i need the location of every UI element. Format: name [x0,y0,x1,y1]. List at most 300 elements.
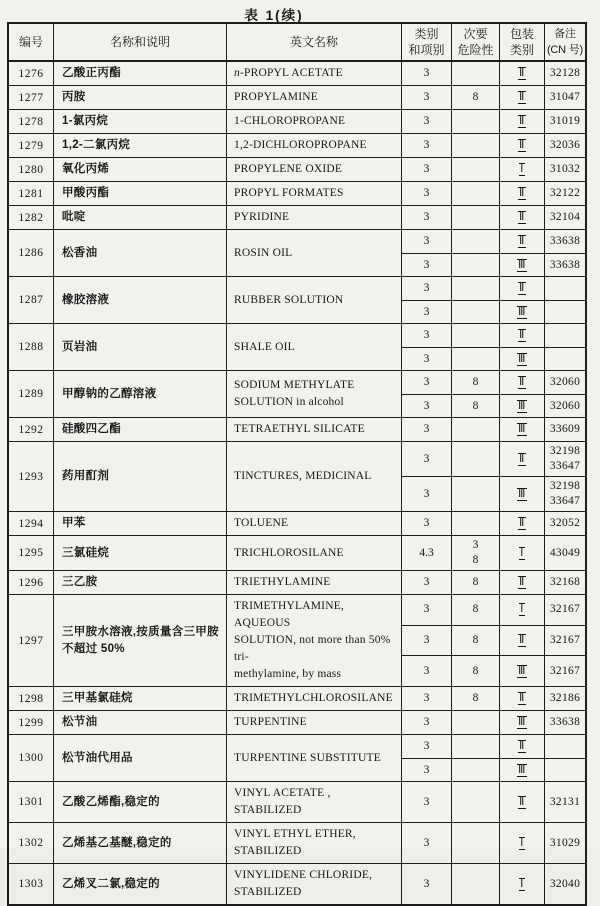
subrow [402,864,585,904]
table-row-1286 [9,229,585,276]
cell-packing-group [500,206,545,229]
cell-name-cn: 三甲胺水溶液,按质量含三甲胺 不超过 50% [54,595,227,686]
table-row-1296 [9,570,585,594]
subrows [402,277,585,323]
cell-cn-note: 33638 [549,716,581,728]
cell-name-en: TINCTURES, MEDICINAL [227,442,402,511]
cell-name-en: TRICHLOROSILANE [227,536,402,570]
packing-group-numeral: Ⅲ [518,487,526,500]
cell-cn-note: 32167 [549,634,581,646]
subrow [402,595,585,625]
cell-class-division: 3 [402,687,452,710]
subrow [402,206,585,229]
cell-secondary-hazard: 8 [452,595,500,625]
table-row-1288 [9,323,585,370]
packing-group-numeral: Ⅲ [518,399,526,412]
cell-class-division: 4.3 [402,536,452,570]
cell-cn-note: 32167 [549,603,581,616]
cell-class-division: 3 [402,442,452,476]
cell-cn-note: 32198 33647 [549,445,581,472]
subrows [402,782,585,822]
cell-class-division: 3 [402,348,452,370]
subrow [402,110,585,133]
cell-number: 1278 [9,110,54,133]
cell-class-division: 3 [402,254,452,276]
packing-group-numeral: Ⅱ [519,139,525,151]
cell-name-cn: 1,2-二氯丙烷 [54,134,227,157]
cell-secondary-hazard [452,182,500,205]
subrow [402,300,585,323]
subrow [402,230,585,253]
packing-group-numeral: Ⅱ [519,452,525,465]
cell-name-en: TRIETHYLAMINE [227,571,402,594]
cell-name-cn: 乙烯基乙基醚,稳定的 [54,823,227,863]
cell-cn-note: 31032 [549,163,581,175]
cell-name-cn: 乙酸正丙酯 [54,62,227,85]
packing-group-numeral: Ⅲ [518,258,526,271]
packing-group-numeral: Ⅰ [520,877,524,890]
subrow [402,782,585,822]
cell-class-division: 3 [402,477,452,511]
cell-cn-note: 32131 [549,795,581,808]
subrow [402,418,585,441]
cell-cn-note [545,277,585,300]
table-row-1294 [9,511,585,535]
packing-group-numeral: Ⅲ [518,716,526,728]
subrows [402,134,585,157]
cell-class-division: 3 [402,395,452,417]
cell-number: 1302 [9,823,54,863]
cell-class-division: 3 [402,230,452,253]
cell-secondary-hazard [452,442,500,476]
cell-cn-note: 31019 [549,115,581,127]
cell-packing-group [500,711,545,734]
cell-number: 1298 [9,687,54,710]
subrows [402,711,585,734]
cell-cn-note [545,735,585,758]
cell-secondary-hazard [452,254,500,276]
cell-cn-note: 32104 [549,211,581,223]
col-header-sub: 次要 危险性 [452,24,500,60]
cell-number: 1281 [9,182,54,205]
table-row-1289 [9,370,585,417]
cell-name-en: PYRIDINE [227,206,402,229]
cell-packing-group [500,277,545,300]
subrows [402,823,585,863]
cell-secondary-hazard: 8 [452,86,500,109]
cell-number: 1299 [9,711,54,734]
cell-secondary-hazard [452,110,500,133]
cell-packing-group [500,477,545,511]
packing-group-numeral: Ⅲ [518,305,526,318]
cell-class-division: 3 [402,823,452,863]
cell-secondary-hazard [452,735,500,758]
cell-name-en: 1,2-DICHLOROPROPANE [227,134,402,157]
subrow [402,277,585,300]
cell-packing-group [500,134,545,157]
subrow [402,442,585,476]
table-row-1282 [9,205,585,229]
cell-secondary-hazard: 8 [452,395,500,417]
cell-packing-group [500,536,545,570]
cell-number: 1296 [9,571,54,594]
cell-packing-group [500,254,545,276]
cell-class-division: 3 [402,158,452,181]
cell-name-cn: 甲苯 [54,512,227,535]
cell-name-en: VINYL ETHYL ETHER, STABILIZED [227,823,402,863]
cell-cn-note: 32036 [549,139,581,151]
subrow [402,687,585,710]
table-row-1297 [9,594,585,686]
subrow [402,62,585,85]
packing-group-numeral: Ⅱ [519,692,525,704]
cell-secondary-hazard [452,324,500,347]
cell-name-en: 1-CHLOROPROPANE [227,110,402,133]
cell-cn-note [545,759,585,781]
cell-cn-note: 32052 [549,517,581,529]
cell-name-cn: 松节油代用品 [54,735,227,781]
packing-group-numeral: Ⅱ [519,634,525,646]
subrow [402,371,585,394]
cell-class-division: 3 [402,182,452,205]
cell-name-en: PROPYLAMINE [227,86,402,109]
subrows [402,864,585,904]
cell-packing-group [500,348,545,370]
subrow [402,571,585,594]
cell-cn-note [545,324,585,347]
cell-class-division: 3 [402,782,452,822]
packing-group-numeral: Ⅰ [520,163,524,175]
subrow [402,476,585,511]
cell-class-division: 3 [402,711,452,734]
cell-cn-note [545,301,585,323]
cell-secondary-hazard [452,477,500,511]
packing-group-numeral: Ⅰ [520,836,524,849]
col-header-pack: 包装 类别 [500,24,545,60]
table-row-1303 [9,863,585,904]
cell-name-en: TURPENTINE SUBSTITUTE [227,735,402,781]
cell-packing-group [500,301,545,323]
cell-packing-group [500,595,545,625]
cell-name-cn: 三乙胺 [54,571,227,594]
cell-number: 1287 [9,277,54,323]
col-header-en: 英文名称 [227,24,402,60]
cell-number: 1303 [9,864,54,904]
cell-cn-note: 33638 [549,258,581,271]
cell-packing-group [500,759,545,781]
packing-group-numeral: Ⅱ [519,91,525,103]
packing-group-numeral: Ⅱ [519,235,525,247]
subrow [402,711,585,734]
subrows [402,536,585,570]
cell-name-cn: 硅酸四乙酯 [54,418,227,441]
cell-number: 1276 [9,62,54,85]
cell-class-division: 3 [402,626,452,656]
cell-name-cn: 甲酸丙酯 [54,182,227,205]
cell-packing-group [500,230,545,253]
cell-class-division: 3 [402,134,452,157]
subrows [402,595,585,686]
cell-class-division: 3 [402,595,452,625]
table-row-1293 [9,441,585,511]
cell-cn-note: 32128 [549,67,581,79]
cell-name-cn: 页岩油 [54,324,227,370]
cell-secondary-hazard: 8 [452,687,500,710]
packing-group-numeral: Ⅱ [519,329,525,341]
cell-secondary-hazard [452,759,500,781]
packing-group-numeral: Ⅱ [519,187,525,199]
cell-number: 1301 [9,782,54,822]
cell-number: 1297 [9,595,54,686]
cell-secondary-hazard: 8 [452,371,500,394]
cell-secondary-hazard [452,301,500,323]
table-row-1280 [9,157,585,181]
cell-packing-group [500,571,545,594]
cell-name-cn: 松香油 [54,230,227,276]
subrow [402,512,585,535]
cell-name-en: TRIMETHYLCHLOROSILANE [227,687,402,710]
table-row-1276 [9,62,585,85]
cell-packing-group [500,371,545,394]
cell-packing-group [500,823,545,863]
cell-name-cn: 三甲基氯硅烷 [54,687,227,710]
cell-cn-note: 31029 [549,836,581,849]
cell-secondary-hazard [452,711,500,734]
cell-class-division: 3 [402,418,452,441]
table-row-1281 [9,181,585,205]
cell-secondary-hazard [452,864,500,904]
cell-packing-group [500,110,545,133]
table-row-1295 [9,535,585,570]
cell-name-cn: 松节油 [54,711,227,734]
subrow [402,735,585,758]
cell-number: 1280 [9,158,54,181]
cell-number: 1295 [9,536,54,570]
packing-group-numeral: Ⅱ [519,211,525,223]
cell-secondary-hazard [452,158,500,181]
packing-group-numeral: Ⅰ [520,603,524,616]
cell-packing-group [500,418,545,441]
cell-number: 1279 [9,134,54,157]
cell-number: 1293 [9,442,54,511]
table-row-1287 [9,276,585,323]
subrow [402,182,585,205]
cell-secondary-hazard [452,134,500,157]
cell-cn-note: 33638 [549,235,581,247]
table-row-1278 [9,109,585,133]
subrow [402,158,585,181]
subrow [402,625,585,656]
cell-packing-group [500,735,545,758]
subrows [402,687,585,710]
subrows [402,158,585,181]
cell-packing-group [500,626,545,656]
cell-class-division: 3 [402,371,452,394]
subrows [402,371,585,417]
cell-name-en: TRIMETHYLAMINE, AQUEOUS SOLUTION, not more than 50% tri- methylamine, by mass [227,595,402,686]
subrows [402,571,585,594]
subrow [402,655,585,686]
cell-name-en: RUBBER SOLUTION [227,277,402,323]
cell-name-cn: 1-氯丙烷 [54,110,227,133]
cell-cn-note: 32060 [549,399,581,412]
cell-number: 1289 [9,371,54,417]
packing-group-numeral: Ⅱ [519,282,525,294]
cell-class-division: 3 [402,735,452,758]
subrows [402,86,585,109]
packing-group-numeral: Ⅲ [518,352,526,365]
cell-secondary-hazard: 8 [452,571,500,594]
cell-class-division: 3 [402,324,452,347]
cell-name-cn: 氧化丙烯 [54,158,227,181]
cell-name-en: PROPYLENE OXIDE [227,158,402,181]
cell-packing-group [500,86,545,109]
cell-number: 1282 [9,206,54,229]
cell-secondary-hazard [452,62,500,85]
cell-number: 1294 [9,512,54,535]
subrow [402,347,585,370]
subrows [402,735,585,781]
cell-cn-note: 32060 [549,376,581,388]
subrow [402,536,585,570]
cell-packing-group [500,442,545,476]
cell-cn-note: 31047 [549,91,581,103]
cell-packing-group [500,782,545,822]
cell-packing-group [500,687,545,710]
cell-cn-note: 32168 [549,576,581,588]
subrows [402,324,585,370]
cell-packing-group [500,656,545,686]
cell-name-en: VINYL ACETATE , STABILIZED [227,782,402,822]
subrows [402,512,585,535]
subrows [402,230,585,276]
cell-secondary-hazard [452,348,500,370]
subrows [402,442,585,511]
cell-class-division: 3 [402,864,452,904]
cell-packing-group [500,62,545,85]
cell-name-cn: 甲醇钠的乙醇溶液 [54,371,227,417]
table-header-row [9,24,585,62]
cell-name-en: TOLUENE [227,512,402,535]
packing-group-numeral: Ⅱ [519,795,525,808]
cell-name-en: ROSIN OIL [227,230,402,276]
col-header-note: 备注 (CN 号) [546,28,584,56]
cell-secondary-hazard: 8 [452,656,500,686]
table-row-1301 [9,781,585,822]
cell-secondary-hazard [452,277,500,300]
dangerous-goods-table [7,22,587,906]
subrow [402,253,585,276]
cell-cn-note: 32122 [549,187,581,199]
packing-group-numeral: Ⅱ [519,517,525,529]
cell-name-en: SHALE OIL [227,324,402,370]
cell-number: 1286 [9,230,54,276]
cell-name-cn: 乙酸乙烯酯,稳定的 [54,782,227,822]
cell-secondary-hazard [452,512,500,535]
cell-class-division: 3 [402,277,452,300]
table-row-1277 [9,85,585,109]
cell-cn-note: 32040 [549,877,581,890]
cell-name-en: TETRAETHYL SILICATE [227,418,402,441]
cell-secondary-hazard [452,230,500,253]
subrow [402,134,585,157]
cell-class-division: 3 [402,301,452,323]
table-row-1300 [9,734,585,781]
packing-group-numeral: Ⅱ [519,115,525,127]
cell-class-division: 3 [402,86,452,109]
cell-class-division: 3 [402,62,452,85]
packing-group-numeral: Ⅲ [518,664,526,677]
subrows [402,62,585,85]
cell-cn-note [545,348,585,370]
cell-packing-group [500,158,545,181]
cell-name-en: SODIUM METHYLATE SOLUTION in alcohol [227,371,402,417]
cell-class-division: 3 [402,110,452,133]
cell-number: 1292 [9,418,54,441]
subrow [402,86,585,109]
subrow [402,394,585,417]
packing-group-numeral: Ⅱ [519,67,525,79]
col-header-class: 类别 和项别 [402,24,452,60]
cell-cn-note: 32167 [549,664,581,677]
table-row-1298 [9,686,585,710]
cell-name-cn: 吡啶 [54,206,227,229]
table-row-1299 [9,710,585,734]
subrows [402,182,585,205]
cell-packing-group [500,395,545,417]
cell-packing-group [500,864,545,904]
cell-number: 1300 [9,735,54,781]
cell-class-division: 3 [402,759,452,781]
subrows [402,206,585,229]
table-row-1279 [9,133,585,157]
col-header-name: 名称和说明 [54,24,227,60]
cell-packing-group [500,324,545,347]
subrow [402,324,585,347]
packing-group-numeral: Ⅲ [518,423,526,435]
cell-number: 1277 [9,86,54,109]
cell-name-cn: 丙胺 [54,86,227,109]
subrow [402,758,585,781]
cell-class-division: 3 [402,571,452,594]
cell-secondary-hazard [452,206,500,229]
table-row-1302 [9,822,585,863]
cell-secondary-hazard [452,823,500,863]
packing-group-numeral: Ⅰ [520,546,524,559]
cell-cn-note: 32198 33647 [549,480,581,507]
cell-name-cn: 药用酊剂 [54,442,227,511]
subrow [402,823,585,863]
cell-name-en: n-PROPYL ACETATE [227,62,402,85]
packing-group-numeral: Ⅲ [518,763,526,776]
cell-secondary-hazard [452,782,500,822]
table-title: 表 1(续) [244,8,304,23]
cell-number: 1288 [9,324,54,370]
table-row-1292 [9,417,585,441]
cell-name-en: PROPYL FORMATES [227,182,402,205]
cell-cn-note: 43049 [549,546,581,559]
cell-name-en: TURPENTINE [227,711,402,734]
table-body [9,62,585,904]
cell-name-cn: 三氯硅烷 [54,536,227,570]
cell-packing-group [500,512,545,535]
subrows [402,110,585,133]
packing-group-numeral: Ⅱ [519,576,525,588]
cell-name-cn: 橡胶溶液 [54,277,227,323]
cell-secondary-hazard [452,418,500,441]
cell-cn-note: 33609 [549,423,581,435]
cell-class-division: 3 [402,512,452,535]
